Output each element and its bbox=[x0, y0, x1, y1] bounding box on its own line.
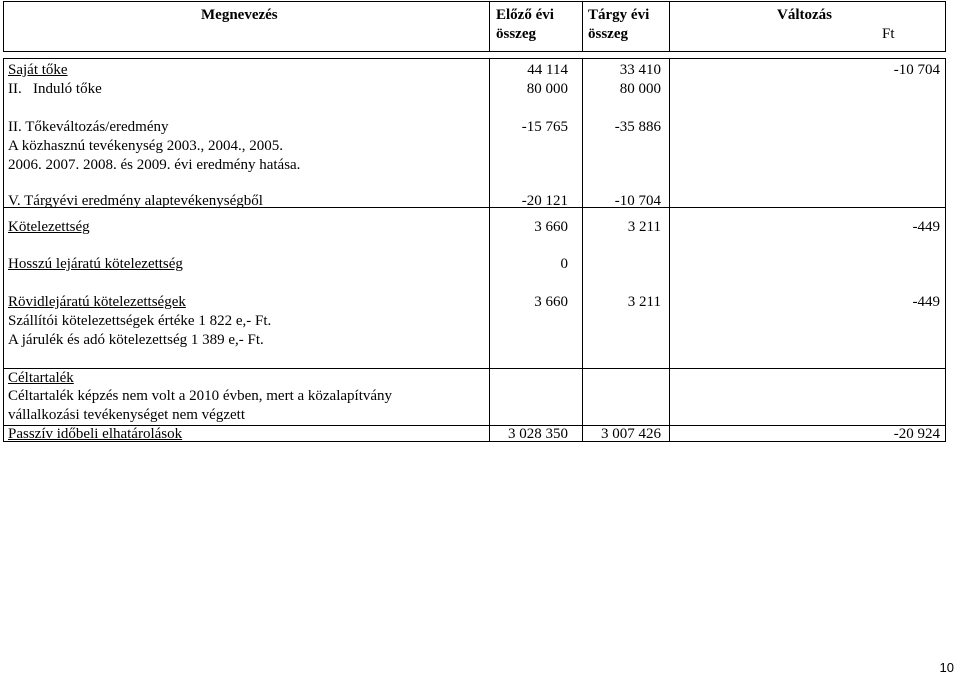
row-prev-tokevaltozas: -15 765 bbox=[521, 119, 568, 135]
header-prev-line2: összeg bbox=[496, 26, 536, 42]
row-text-celtartalek-2: Céltartalék képzés nem volt a 2010 évben, mert a közalapítvány bbox=[8, 388, 393, 404]
column-divider bbox=[582, 59, 583, 441]
row-prev-sajat-toke: 44 114 bbox=[527, 62, 568, 78]
page-number: 10 bbox=[939, 660, 954, 675]
row-label-indulo-toke: II. Induló tőke bbox=[8, 81, 102, 97]
row-label-sajat-toke: Saját tőke bbox=[8, 62, 68, 78]
row-label-celtartalek: Céltartalék bbox=[8, 370, 74, 386]
column-divider bbox=[669, 59, 670, 441]
header-curr-line1: Tárgy évi bbox=[588, 7, 650, 23]
row-curr-kotelezettseg: 3 211 bbox=[627, 219, 661, 235]
row-text-tokevaltozas-3: 2006. 2007. 2008. és 2009. évi eredmény hatása. bbox=[8, 157, 301, 173]
table-header bbox=[3, 1, 946, 52]
row-prev-rovid: 3 660 bbox=[534, 294, 568, 310]
row-curr-indulo-toke: 80 000 bbox=[619, 81, 661, 97]
row-change-kotelezettseg: -449 bbox=[912, 219, 940, 235]
header-currency: Ft bbox=[882, 26, 895, 42]
row-label-targyevi: V. Tárgyévi eredmény alaptevékenységből bbox=[8, 193, 263, 209]
row-text-rovid-3: A járulék és adó kötelezettség 1 389 e,- Ft. bbox=[8, 332, 264, 348]
row-curr-tokevaltozas: -35 886 bbox=[614, 119, 661, 135]
row-curr-targyevi: -10 704 bbox=[614, 193, 661, 209]
row-prev-hosszu: 0 bbox=[560, 256, 568, 272]
row-prev-kotelezettseg: 3 660 bbox=[534, 219, 568, 235]
row-curr-passziv: 3 007 426 bbox=[601, 426, 661, 442]
balance-table bbox=[3, 58, 946, 442]
row-change-passziv: -20 924 bbox=[893, 426, 940, 442]
row-change-rovid: -449 bbox=[912, 294, 940, 310]
column-divider bbox=[489, 59, 490, 441]
row-label-rovid: Rövidlejáratú kötelezettségek bbox=[8, 294, 186, 310]
header-curr-line2: összeg bbox=[588, 26, 628, 42]
row-text-tokevaltozas-2: A közhasznú tevékenység 2003., 2004., 2005. bbox=[8, 138, 283, 154]
row-label-tokevaltozas: II. Tőkeváltozás/eredmény bbox=[8, 119, 169, 135]
header-name: Megnevezés bbox=[201, 7, 278, 23]
row-change-sajat-toke: -10 704 bbox=[893, 62, 940, 78]
row-label-hosszu: Hosszú lejáratú kötelezettség bbox=[8, 256, 183, 272]
row-prev-passziv: 3 028 350 bbox=[508, 426, 568, 442]
row-prev-indulo-toke: 80 000 bbox=[526, 81, 568, 97]
header-change: Változás bbox=[777, 7, 832, 23]
row-curr-sajat-toke: 33 410 bbox=[619, 62, 661, 78]
row-curr-rovid: 3 211 bbox=[627, 294, 661, 310]
column-divider bbox=[489, 2, 490, 51]
row-label-passziv: Passzív időbeli elhatárolások bbox=[8, 426, 183, 442]
column-divider bbox=[669, 2, 670, 51]
column-divider bbox=[582, 2, 583, 51]
row-text-rovid-2: Szállítói kötelezettségek értéke 1 822 e,- Ft. bbox=[8, 313, 272, 329]
row-label-kotelezettseg: Kötelezettség bbox=[8, 219, 90, 235]
row-prev-targyevi: -20 121 bbox=[521, 193, 568, 209]
header-prev-line1: Előző évi bbox=[496, 7, 554, 23]
row-text-celtartalek-3: vállalkozási tevékenységet nem végzett bbox=[8, 407, 245, 423]
row-divider bbox=[4, 368, 945, 369]
